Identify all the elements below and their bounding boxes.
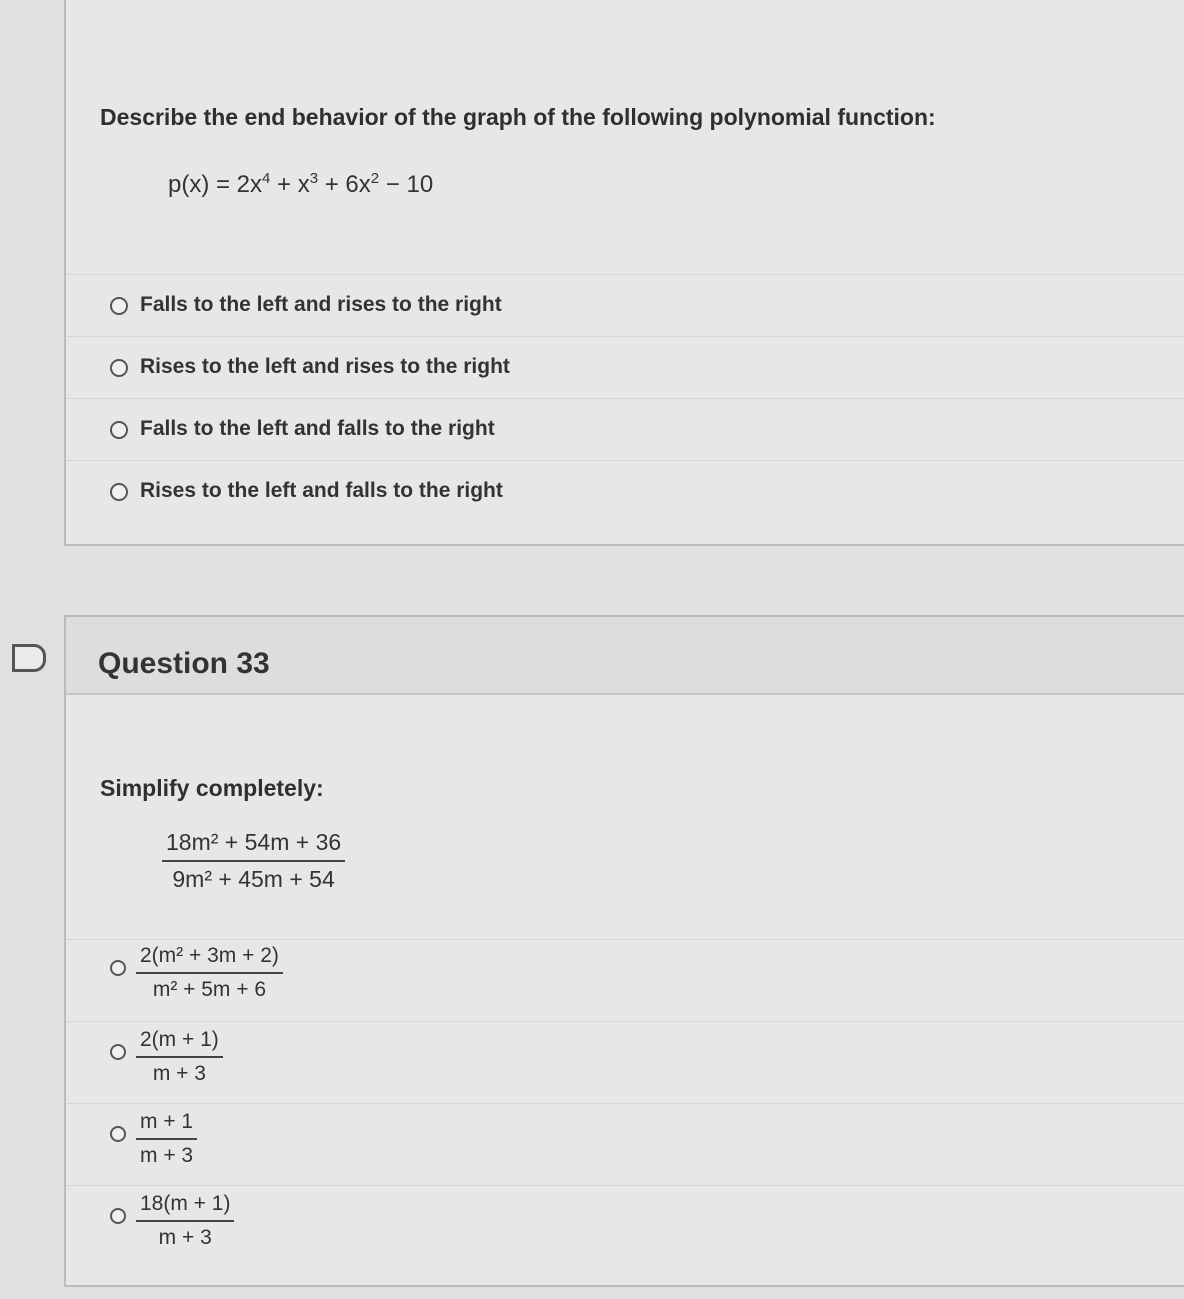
answer-option-4[interactable]: [66, 460, 1184, 521]
answer-option-1[interactable]: [66, 939, 1184, 1016]
answer-option-1[interactable]: [66, 274, 1184, 335]
option-label: Falls to the left and rises to the right: [140, 293, 502, 316]
formula-term: p(x) = 2x: [168, 171, 263, 198]
option-label: Falls to the left and falls to the right: [140, 417, 495, 440]
radio-button-icon[interactable]: [110, 297, 128, 315]
question-33-prompt: Simplify completely:: [100, 775, 324, 801]
radio-button-icon[interactable]: [110, 1044, 126, 1060]
fraction-denominator: m + 3: [158, 1226, 212, 1249]
answer-option-3[interactable]: [66, 398, 1184, 459]
option-fraction: [136, 1028, 223, 1086]
answer-option-2[interactable]: [66, 336, 1184, 397]
formula-exponent: 4: [262, 170, 271, 187]
question-header: [66, 617, 1184, 695]
radio-button-icon[interactable]: [110, 421, 128, 439]
formula-term: − 10: [379, 171, 434, 198]
fraction-denominator: 9m² + 45m + 54: [172, 866, 335, 892]
radio-button-icon[interactable]: [110, 1208, 126, 1224]
formula-exponent: 2: [370, 170, 380, 187]
option-fraction: [136, 944, 283, 1002]
formula-term: + x: [270, 171, 310, 198]
fraction-numerator: 2(m² + 3m + 2): [136, 944, 283, 974]
fraction-denominator: m² + 5m + 6: [152, 978, 267, 1001]
fraction-denominator: m + 3: [152, 1062, 206, 1085]
fraction-numerator: 2(m + 1): [136, 1028, 223, 1058]
question-title: Question 33: [98, 647, 270, 680]
fraction-numerator: m + 1: [136, 1110, 197, 1140]
answer-option-2[interactable]: [66, 1021, 1184, 1098]
option-label: Rises to the left and falls to the right: [140, 479, 503, 502]
expression-fraction: [162, 829, 345, 893]
formula-exponent: 3: [309, 170, 319, 187]
question-32-card: [64, 0, 1184, 546]
option-label: Rises to the left and rises to the right: [140, 355, 510, 378]
polynomial-formula: [168, 170, 433, 199]
answer-option-4[interactable]: [66, 1185, 1184, 1262]
option-fraction: [136, 1110, 197, 1168]
option-fraction: [136, 1192, 234, 1250]
fraction-denominator: m + 3: [140, 1144, 194, 1167]
flag-bookmark-icon[interactable]: [12, 644, 46, 672]
radio-button-icon[interactable]: [110, 483, 128, 501]
answer-option-3[interactable]: [66, 1103, 1184, 1180]
radio-button-icon[interactable]: [110, 359, 128, 377]
question-33-card: [64, 615, 1184, 1287]
question-32-prompt: Describe the end behavior of the graph of the following polynomial function:: [100, 104, 936, 130]
radio-button-icon[interactable]: [110, 960, 126, 976]
fraction-numerator: 18(m + 1): [136, 1192, 234, 1222]
formula-term: + 6x: [318, 171, 371, 198]
radio-button-icon[interactable]: [110, 1126, 126, 1142]
fraction-numerator: 18m² + 54m + 36: [162, 829, 345, 862]
